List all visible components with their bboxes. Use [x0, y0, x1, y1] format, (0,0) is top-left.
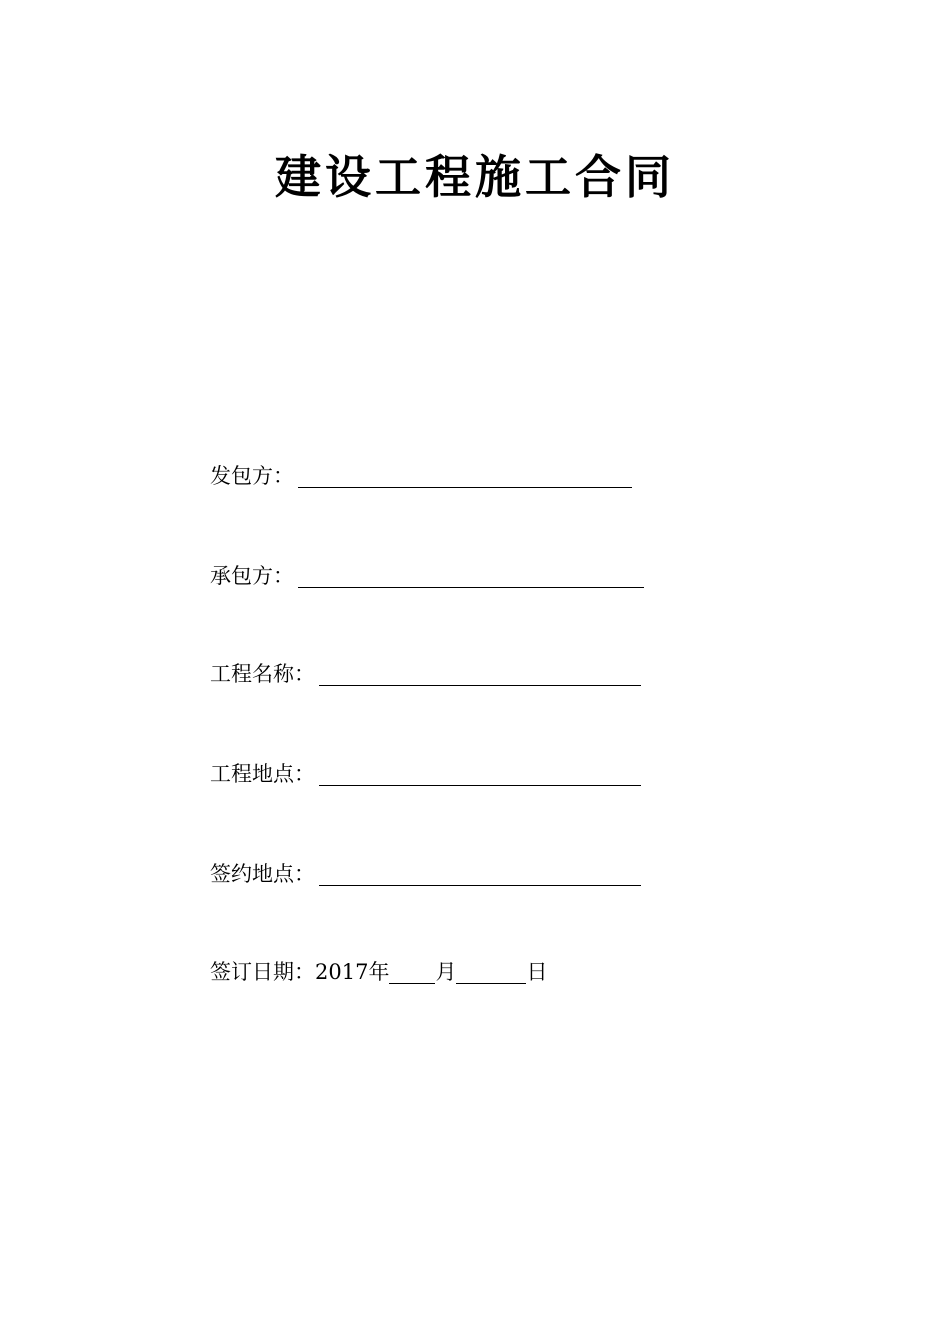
- signing-date-field: [210, 954, 547, 986]
- signing-date-label: 签订日期：: [210, 960, 315, 984]
- project-location-label: 工程地点：: [210, 762, 315, 786]
- project-location-field: [210, 756, 641, 788]
- project-name-label: 工程名称：: [210, 662, 315, 686]
- project-name-blank-line: [319, 661, 641, 686]
- employer-field: [210, 458, 632, 490]
- day-blank-line: [456, 959, 526, 984]
- project-name-field: [210, 656, 641, 688]
- signing-location-blank-line: [319, 861, 641, 886]
- project-location-blank-line: [319, 761, 641, 786]
- employer-label: 发包方：: [210, 464, 294, 488]
- signing-location-field: [210, 856, 641, 888]
- employer-blank-line: [298, 463, 632, 488]
- contractor-label: 承包方：: [210, 564, 294, 588]
- document-title: 建设工程施工合同: [275, 150, 675, 204]
- month-blank-line: [389, 959, 435, 984]
- year-unit: 年: [368, 960, 390, 984]
- contractor-field: [210, 558, 644, 590]
- day-unit: 日: [526, 960, 548, 984]
- month-unit: 月: [435, 960, 457, 984]
- signing-location-label: 签约地点：: [210, 862, 315, 886]
- contractor-blank-line: [298, 563, 644, 588]
- signing-year-value: 2017: [315, 960, 369, 984]
